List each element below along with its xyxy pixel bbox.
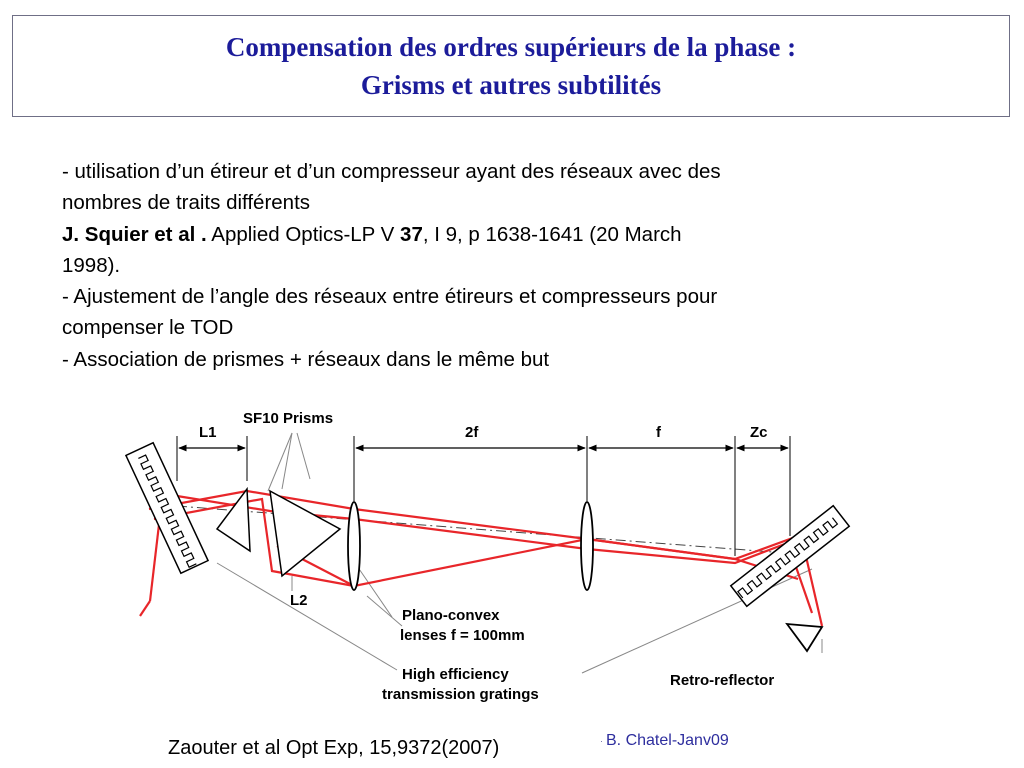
reference-details: , I 9, p 1638-1641 (20 March (422, 222, 682, 246)
label-lenses-line-1: Plano-convex (402, 607, 500, 624)
label-2f: 2f (465, 424, 479, 441)
label-lenses-line-2: lenses f = 100mm (400, 627, 525, 644)
bullet-2-line-2: compenser le TOD (62, 316, 234, 340)
bullet-2-line-1: - Ajustement de l’angle des réseaux entre étireurs et compresseurs pour (62, 285, 718, 309)
reference-line (62, 219, 912, 250)
bullet-3: - Association de prismes + réseaux dans le même but (62, 347, 550, 371)
label-gratings-line-2: transmission gratings (382, 686, 539, 703)
footer-bullet: · (600, 735, 603, 746)
label-retro-reflector: Retro-reflector (670, 672, 775, 689)
label-l1: L1 (199, 424, 217, 441)
bullet-1-line-1: - utilisation d’un étireur et d’un compresseur ayant des réseaux avec des (62, 160, 721, 183)
reference-journal: Applied Optics-LP V (206, 222, 401, 246)
label-l2: L2 (290, 592, 308, 609)
label-gratings-line-1: High efficiency (402, 666, 509, 683)
reference-volume: 37 (400, 222, 423, 246)
slide-title-line-1: Compensation des ordres supérieurs de la phase : (225, 32, 797, 62)
slide-footer (600, 732, 729, 750)
slide-body (62, 156, 912, 375)
lens-1 (348, 502, 360, 590)
label-sf10-prisms: SF10 Prisms (243, 410, 334, 427)
figure-caption: Zaouter et al Opt Exp, 15,9372(2007) (168, 737, 500, 759)
reference-year: 1998). (62, 253, 121, 277)
bullet-1-line-2: nombres de traits différents (62, 191, 311, 215)
label-f: f (656, 424, 661, 441)
compressor-setup-diagram (122, 391, 858, 717)
lens-2 (581, 502, 593, 590)
reference-authors: J. Squier et al . (62, 222, 207, 246)
label-zc: Zc (750, 424, 768, 441)
slide-title-box (12, 15, 1010, 117)
footer-author-date: B. Chatel-Janv09 (606, 732, 729, 749)
slide-title-line-2: Grisms et autres subtilités (360, 70, 662, 100)
